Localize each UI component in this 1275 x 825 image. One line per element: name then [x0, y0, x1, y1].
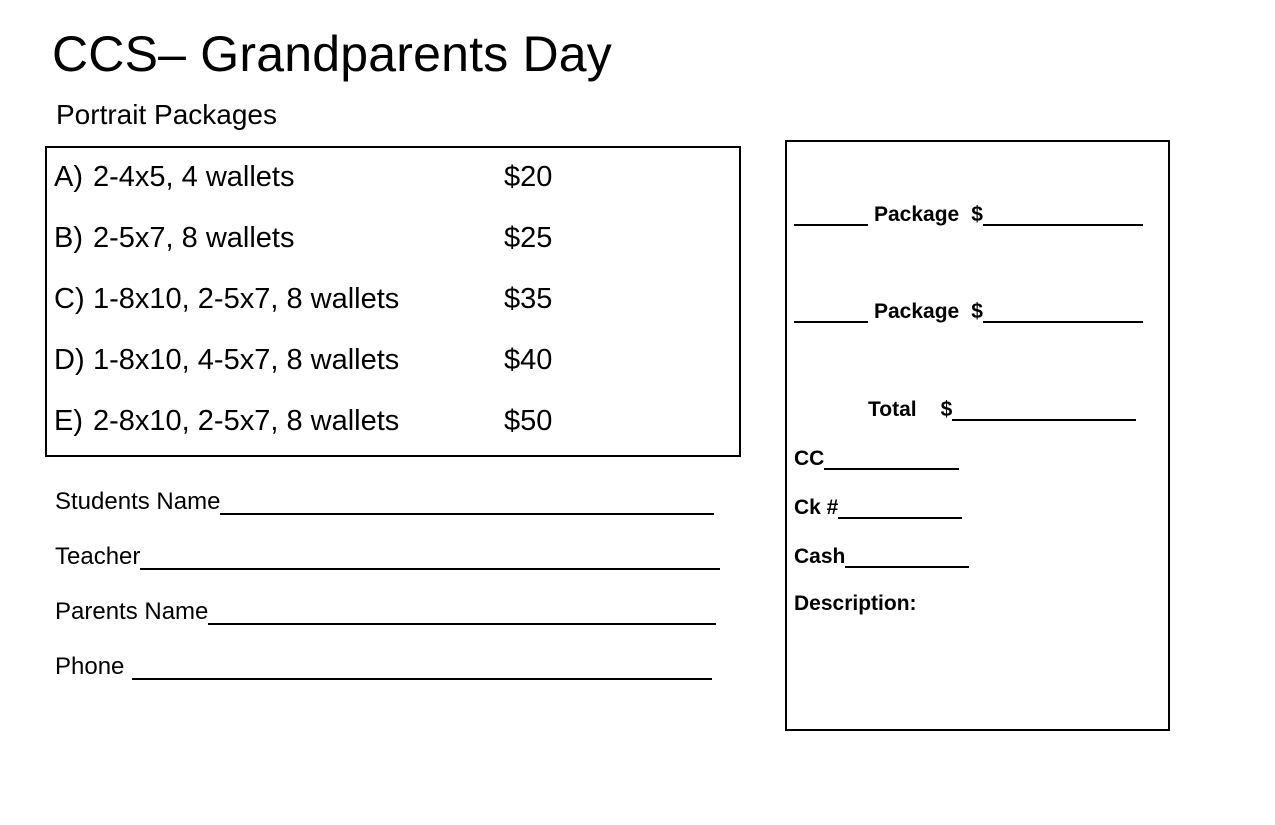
phone-blank[interactable]: [132, 658, 712, 680]
page-title: CCS– Grandparents Day: [52, 26, 613, 82]
package-price: $20: [504, 161, 553, 193]
package-description: 2-8x10, 2-5x7, 8 wallets: [93, 405, 400, 437]
package-letter: C): [54, 283, 85, 315]
package-description: 1-8x10, 4-5x7, 8 wallets: [93, 344, 400, 376]
package-amount-blank[interactable]: [983, 206, 1143, 226]
package-letter: D): [54, 344, 85, 376]
cc-label: CC: [794, 447, 825, 470]
package-amount-blank[interactable]: [983, 303, 1143, 323]
package-price: $35: [504, 283, 553, 315]
package-description: 2-4x5, 4 wallets: [93, 161, 295, 193]
package-description: 1-8x10, 2-5x7, 8 wallets: [93, 283, 400, 315]
order-box: [785, 140, 1170, 731]
dollar-sign: $: [971, 203, 983, 226]
total-amount-blank[interactable]: [952, 401, 1136, 421]
description-line: [794, 591, 917, 617]
cash-label: Cash: [794, 545, 846, 568]
student-name-label: Students Name: [55, 488, 221, 515]
package-description: 2-5x7, 8 wallets: [93, 222, 295, 254]
cc-line[interactable]: [794, 445, 959, 472]
total-line[interactable]: [868, 396, 1136, 423]
check-label: Ck #: [794, 496, 839, 519]
package-letter: B): [54, 222, 83, 254]
package-letter: A): [54, 161, 83, 193]
dollar-sign: $: [971, 300, 983, 323]
student-name-blank[interactable]: [220, 493, 714, 515]
package-price: $40: [504, 344, 553, 376]
description-label: Description:: [794, 592, 917, 615]
package-choice-blank[interactable]: [794, 206, 868, 226]
package-choice-blank[interactable]: [794, 303, 868, 323]
package-line-1[interactable]: [794, 201, 1143, 228]
package-label: Package: [874, 300, 960, 323]
teacher-blank[interactable]: [140, 548, 720, 570]
phone-label: Phone: [55, 653, 125, 680]
package-line-2[interactable]: [794, 298, 1143, 325]
student-name-field[interactable]: [55, 487, 714, 517]
package-letter: E): [54, 405, 83, 437]
package-price: $50: [504, 405, 553, 437]
total-label: Total: [868, 398, 917, 421]
check-line[interactable]: [794, 494, 962, 521]
teacher-field[interactable]: [55, 542, 720, 572]
phone-field[interactable]: [55, 652, 712, 682]
packages-box: [45, 146, 741, 457]
cash-line[interactable]: [794, 543, 969, 570]
parents-name-blank[interactable]: [208, 603, 716, 625]
check-blank[interactable]: [838, 499, 962, 519]
dollar-sign: $: [940, 398, 953, 421]
cc-blank[interactable]: [824, 450, 959, 470]
package-price: $25: [504, 222, 553, 254]
parents-name-label: Parents Name: [55, 598, 209, 625]
section-subtitle: Portrait Packages: [56, 99, 277, 130]
parents-name-field[interactable]: [55, 597, 716, 627]
cash-blank[interactable]: [845, 548, 969, 568]
teacher-label: Teacher: [55, 543, 141, 570]
package-label: Package: [874, 203, 960, 226]
